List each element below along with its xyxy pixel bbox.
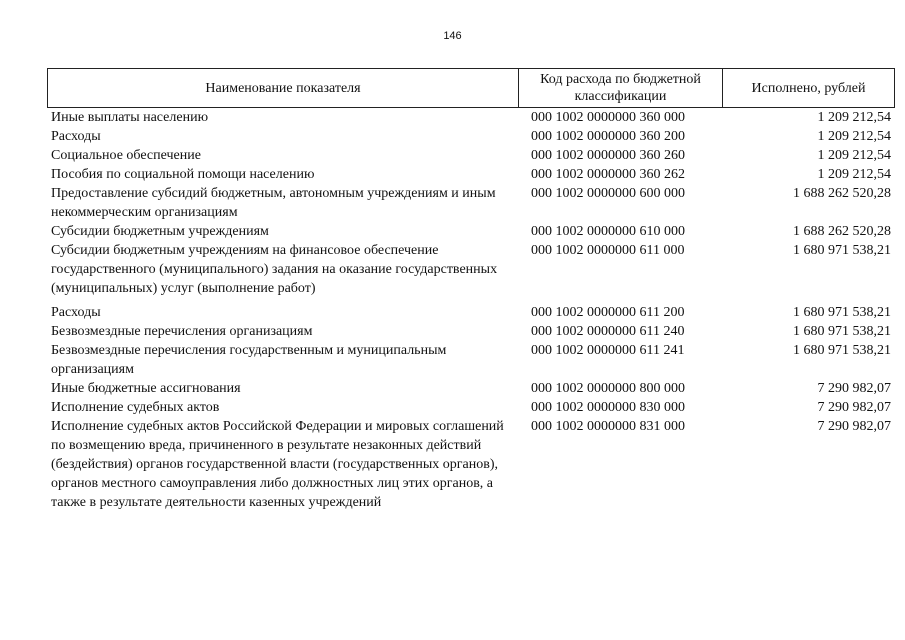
- row-code: 000 1002 0000000 360 262: [531, 167, 685, 182]
- table-row: [51, 398, 891, 417]
- row-amount: 1 688 262 520,28: [793, 186, 891, 201]
- header-code: Код расхода по бюджетной классификации: [519, 69, 723, 107]
- table-row: [51, 341, 891, 379]
- row-name: Субсидии бюджетным учреждениям на финансовое обеспечение государственного (муниципального) задания на оказание государственных (муниципальных) услуг (выполнение работ): [51, 243, 498, 296]
- row-code: 000 1002 0000000 360 200: [531, 129, 685, 144]
- row-amount: 1 688 262 520,28: [793, 224, 891, 239]
- table-row: [51, 417, 891, 512]
- row-name: Социальное обеспечение: [51, 148, 201, 163]
- table-row: [51, 165, 891, 184]
- row-name: Иные бюджетные ассигнования: [51, 381, 241, 396]
- row-name: Исполнение судебных актов Российской Федерации и мировых соглашений по возмещению вреда, причиненного в результате незаконных действий (бездействия) органов государственной власти (государственных органов), органов местного самоуправления либо должностных лиц этих органов, а также в результате деятельности казенных учреждений: [51, 419, 504, 510]
- row-amount: 1 680 971 538,21: [793, 305, 891, 320]
- table-body: [51, 108, 891, 512]
- row-name: Расходы: [51, 305, 101, 320]
- row-amount: 1 680 971 538,21: [793, 243, 891, 258]
- row-amount: 1 209 212,54: [817, 148, 891, 163]
- table-header: [47, 68, 895, 108]
- row-name: Исполнение судебных актов: [51, 400, 220, 415]
- table-row: [51, 146, 891, 165]
- row-amount: 1 209 212,54: [817, 110, 891, 125]
- table-row: [51, 184, 891, 222]
- row-code: 000 1002 0000000 600 000: [531, 186, 685, 201]
- row-amount: 1 209 212,54: [817, 129, 891, 144]
- row-amount: 7 290 982,07: [817, 381, 891, 396]
- row-name: Безвозмездные перечисления организациям: [51, 324, 313, 339]
- row-code: 000 1002 0000000 831 000: [531, 419, 685, 434]
- row-code: 000 1002 0000000 800 000: [531, 381, 685, 396]
- header-name: Наименование показателя: [48, 69, 519, 107]
- table-row: [51, 127, 891, 146]
- row-name: Безвозмездные перечисления государственным и муниципальным организациям: [51, 343, 447, 377]
- row-code: 000 1002 0000000 830 000: [531, 400, 685, 415]
- table-row: [51, 379, 891, 398]
- table-row: [51, 241, 891, 298]
- row-name: Пособия по социальной помощи населению: [51, 167, 315, 182]
- row-amount: 7 290 982,07: [817, 400, 891, 415]
- row-amount: 1 209 212,54: [817, 167, 891, 182]
- row-code: 000 1002 0000000 360 000: [531, 110, 685, 125]
- row-name: Расходы: [51, 129, 101, 144]
- row-code: 000 1002 0000000 610 000: [531, 224, 685, 239]
- table-row: [51, 322, 891, 341]
- row-amount: 1 680 971 538,21: [793, 324, 891, 339]
- row-code: 000 1002 0000000 611 240: [531, 324, 685, 339]
- page-number: 146: [443, 30, 462, 42]
- table-row: [51, 303, 891, 322]
- row-amount: 1 680 971 538,21: [793, 343, 891, 358]
- row-name: Предоставление субсидий бюджетным, автономным учреждениям и иным некоммерческим организациям: [51, 186, 496, 220]
- table-row: [51, 108, 891, 127]
- table-row: [51, 222, 891, 241]
- row-name: Субсидии бюджетным учреждениям: [51, 224, 269, 239]
- row-code: 000 1002 0000000 611 000: [531, 243, 685, 258]
- row-name: Иные выплаты населению: [51, 110, 209, 125]
- row-code: 000 1002 0000000 360 260: [531, 148, 685, 163]
- header-executed: Исполнено, рублей: [751, 80, 866, 96]
- row-code: 000 1002 0000000 611 241: [531, 343, 685, 358]
- row-amount: 7 290 982,07: [817, 419, 891, 434]
- row-code: 000 1002 0000000 611 200: [531, 305, 685, 320]
